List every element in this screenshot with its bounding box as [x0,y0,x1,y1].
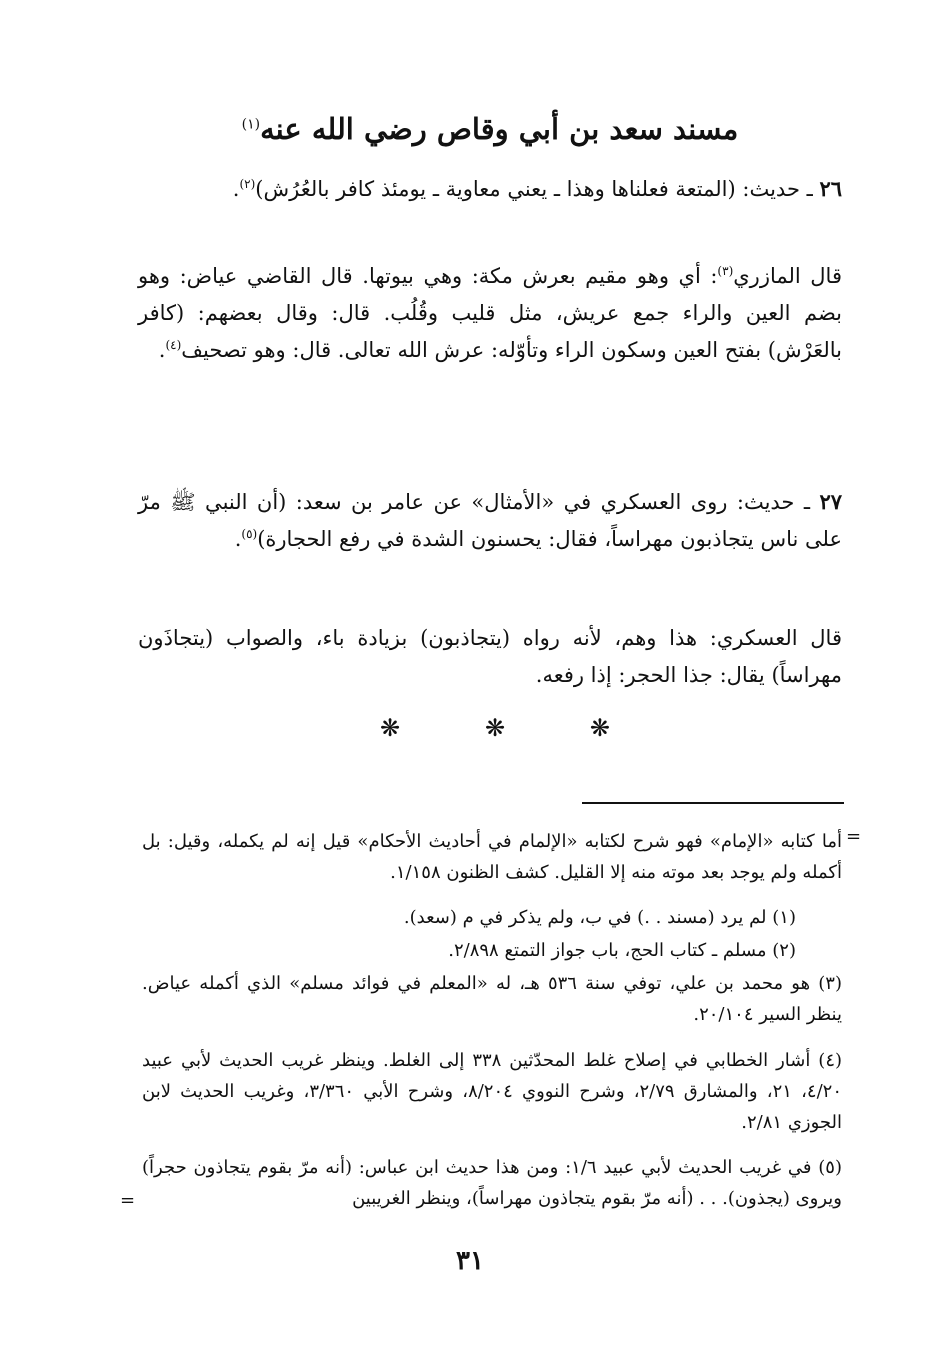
commentary-askari [138,620,842,694]
footnote-3: (٣) هو محمد بن علي، توفي سنة ٥٣٦ هـ، له «المعلم في فوائد مسلم» الذي أكمله عياض. ينظر السير ٢٠/١٠٤. [142,973,842,1025]
footnote-ref: (٤) [165,338,182,352]
footnote-1: (١) لم يرد (مسند . .) في ب، ولم يذكر في م (سعد). [403,907,796,928]
star-ornament: ❋ [589,714,610,742]
page-number: ٣١ [456,1246,484,1276]
footnote-divider [582,802,844,804]
commentary-text: قال العسكري: هذا وهم، لأنه رواه (يتجاذبون) بزيادة باء، والصواب (يتجاذَون مهراساً) يقال: جذا الحجر: إذا رفعه. [138,626,842,687]
section-title [140,112,840,146]
hadith-number: ٢٧ [819,489,842,514]
footnote-ref: (٣) [717,264,734,278]
sentence-end: . [232,177,240,201]
commentary-text: قال المازري [733,264,842,288]
star-ornament: ❋ [380,714,401,742]
commentary-text: : أي وهو مقيم بعرش مكة: وهي بيوتها. قال القاضي عياض: وهو بضم العين والراء جمع عريش، مثل قليب وقُلُب. قال: وقال بعضهم: (كافر بالعَرْش) بفتح العين وسكون الراء وتأوّله: عرش الله تعالى. قال: وهو تصحيف [138,264,842,362]
footnote-2: (٢) مسلم ـ كتاب الحج، باب جواز التمتع ٢/٨٩٨. [448,940,796,961]
footnote-ref: (٢) [239,177,256,191]
footnote-ref: (١) [241,116,261,133]
section-separator [380,714,610,742]
hadith-number: ٢٦ [819,176,842,201]
footnote-continued: أما كتابه «الإمام» فهو شرح لكتابه «الإلمام في أحاديث الأحكام» قيل إنه لم يكمله، وقيل: بل أكمله ولم يوجد بعد موته منه إلا القليل. كشف الظنون ١/١٥٨. [142,831,842,883]
star-ornament: ❋ [484,714,506,742]
footnote-5: (٥) في غريب الحديث لأبي عبيد ١/٦: ومن هذا حديث ابن عباس: (أنه مرّ بقوم يتجاذون حجراً) ويروى (يجذون). . . (أنه مرّ بقوم يتجاذون مهراساً)، وينظر الغريبين [142,1157,842,1209]
hadith-text: ـ حديث: روى العسكري في «الأمثال» عن عامر بن سعد: (أن النبي ﷺ مرّ على ناس يتجاذبون مهراساً، فقال: يحسنون الشدة في رفع الحجارة) [138,490,842,551]
commentary-mazari [138,258,842,369]
continuation-mark: = [120,1190,136,1211]
hadith-text: ـ حديث: (المتعة فعلناها وهذا ـ يعني معاوية ـ يومئذ كافر بالعُرُش) [255,177,820,201]
footnote-ref: (٥) [241,527,258,541]
hadith-26 [138,170,842,208]
footnote-4: (٤) أشار الخطابي في إصلاح غلط المحدّثين ٣٣٨ إلى الغلط. وينظر غريب الحديث لأبي عبيد ٤/٢٠، ٢١، والمشارق ٢/٧٩، وشرح النووي ٨/٢٠٤، وشرح الأبي ٣/٣٦٠، وغريب الحديث لابن الجوزي ٢/٨١. [142,1050,843,1133]
sentence-end: . [158,338,166,362]
hadith-27 [138,483,842,558]
sentence-end: . [234,527,242,551]
title-text: مسند سعد بن أبي وقاص رضي الله عنه [260,112,739,146]
continuation-mark: = [846,826,862,847]
